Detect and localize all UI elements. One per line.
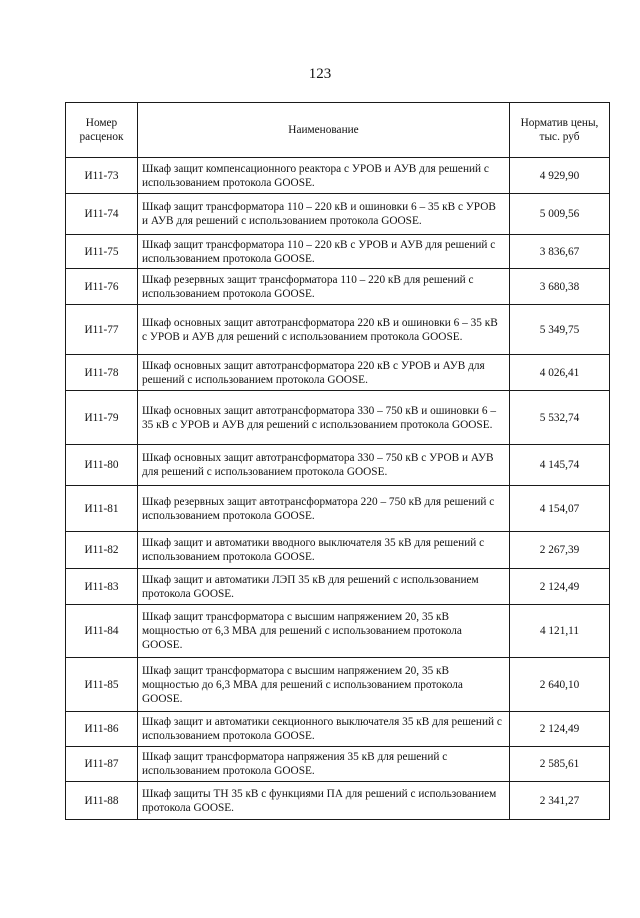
- row-price: 4 154,07: [510, 486, 610, 532]
- row-price: 4 929,90: [510, 158, 610, 194]
- table-row: [66, 605, 610, 658]
- table-row: [66, 158, 610, 194]
- row-name: Шкаф основных защит автотрансформатора 220 кВ и ошиновки 6 – 35 кВ с УРОВ и АУВ для решений с использованием протокола GOOSE.: [138, 305, 510, 355]
- table-row: [66, 391, 610, 445]
- row-code: И11-75: [66, 235, 138, 269]
- row-code: И11-76: [66, 269, 138, 305]
- table-row: [66, 445, 610, 486]
- row-price: 2 124,49: [510, 712, 610, 747]
- row-code: И11-84: [66, 605, 138, 658]
- table-header-row: [66, 103, 610, 158]
- row-name: Шкаф защит и автоматики секционного выключателя 35 кВ для решений с использованием протокола GOOSE.: [138, 712, 510, 747]
- table-row: [66, 569, 610, 605]
- table-row: [66, 747, 610, 782]
- row-code: И11-86: [66, 712, 138, 747]
- row-price: 2 640,10: [510, 658, 610, 712]
- row-code: И11-79: [66, 391, 138, 445]
- row-name: Шкаф основных защит автотрансформатора 330 – 750 кВ и ошиновки 6 – 35 кВ с УРОВ и АУВ для решений с использованием протокола GOOSE.: [138, 391, 510, 445]
- row-name: Шкаф защит трансформатора 110 – 220 кВ и ошиновки 6 – 35 кВ с УРОВ и АУВ для решений с использованием протокола GOOSE.: [138, 194, 510, 235]
- row-price: 5 349,75: [510, 305, 610, 355]
- row-name: Шкаф защит трансформатора с высшим напряжением 20, 35 кВ мощностью до 6,3 МВА для решений с использованием протокола GOOSE.: [138, 658, 510, 712]
- row-name: Шкаф резервных защит автотрансформатора 220 – 750 кВ для решений с использованием протокола GOOSE.: [138, 486, 510, 532]
- table-row: [66, 782, 610, 820]
- row-name: Шкаф основных защит автотрансформатора 220 кВ с УРОВ и АУВ для решений с использованием протокола GOOSE.: [138, 355, 510, 391]
- row-code: И11-81: [66, 486, 138, 532]
- header-name: Наименование: [138, 103, 510, 158]
- row-name: Шкаф защит трансформатора напряжения 35 кВ для решений с использованием протокола GOOSE.: [138, 747, 510, 782]
- row-price: 5 532,74: [510, 391, 610, 445]
- row-price: 5 009,56: [510, 194, 610, 235]
- header-price: Норматив цены, тыс. руб: [510, 103, 610, 158]
- row-name: Шкаф защит и автоматики ЛЭП 35 кВ для решений с использованием протокола GOOSE.: [138, 569, 510, 605]
- table-row: [66, 269, 610, 305]
- row-code: И11-73: [66, 158, 138, 194]
- row-price: 2 267,39: [510, 532, 610, 569]
- row-price: 3 836,67: [510, 235, 610, 269]
- row-name: Шкаф защит и автоматики вводного выключателя 35 кВ для решений с использованием протокола GOOSE.: [138, 532, 510, 569]
- table-row: [66, 305, 610, 355]
- table-row: [66, 712, 610, 747]
- row-code: И11-74: [66, 194, 138, 235]
- row-code: И11-85: [66, 658, 138, 712]
- row-price: 4 121,11: [510, 605, 610, 658]
- row-code: И11-83: [66, 569, 138, 605]
- row-code: И11-88: [66, 782, 138, 820]
- header-code: Номер расценок: [66, 103, 138, 158]
- row-name: Шкаф защит компенсационного реактора с УРОВ и АУВ для решений с использованием протокола GOOSE.: [138, 158, 510, 194]
- table-row: [66, 194, 610, 235]
- table-row: [66, 355, 610, 391]
- table-row: [66, 235, 610, 269]
- row-price: 3 680,38: [510, 269, 610, 305]
- row-name: Шкаф резервных защит трансформатора 110 – 220 кВ для решений с использованием протокола GOOSE.: [138, 269, 510, 305]
- row-name: Шкаф защит трансформатора 110 – 220 кВ с УРОВ и АУВ для решений с использованием протокола GOOSE.: [138, 235, 510, 269]
- row-price: 4 026,41: [510, 355, 610, 391]
- row-name: Шкаф защит трансформатора с высшим напряжением 20, 35 кВ мощностью от 6,3 МВА для решений с использованием протокола GOOSE.: [138, 605, 510, 658]
- row-price: 4 145,74: [510, 445, 610, 486]
- row-code: И11-77: [66, 305, 138, 355]
- table-row: [66, 532, 610, 569]
- table-row: [66, 658, 610, 712]
- row-price: 2 585,61: [510, 747, 610, 782]
- page-number: 123: [308, 66, 332, 82]
- price-table: [65, 102, 610, 820]
- table-row: [66, 486, 610, 532]
- row-name: Шкаф защиты ТН 35 кВ с функциями ПА для решений с использованием протокола GOOSE.: [138, 782, 510, 820]
- row-name: Шкаф основных защит автотрансформатора 330 – 750 кВ с УРОВ и АУВ для решений с использованием протокола GOOSE.: [138, 445, 510, 486]
- row-code: И11-78: [66, 355, 138, 391]
- row-code: И11-87: [66, 747, 138, 782]
- row-code: И11-82: [66, 532, 138, 569]
- row-price: 2 124,49: [510, 569, 610, 605]
- row-code: И11-80: [66, 445, 138, 486]
- row-price: 2 341,27: [510, 782, 610, 820]
